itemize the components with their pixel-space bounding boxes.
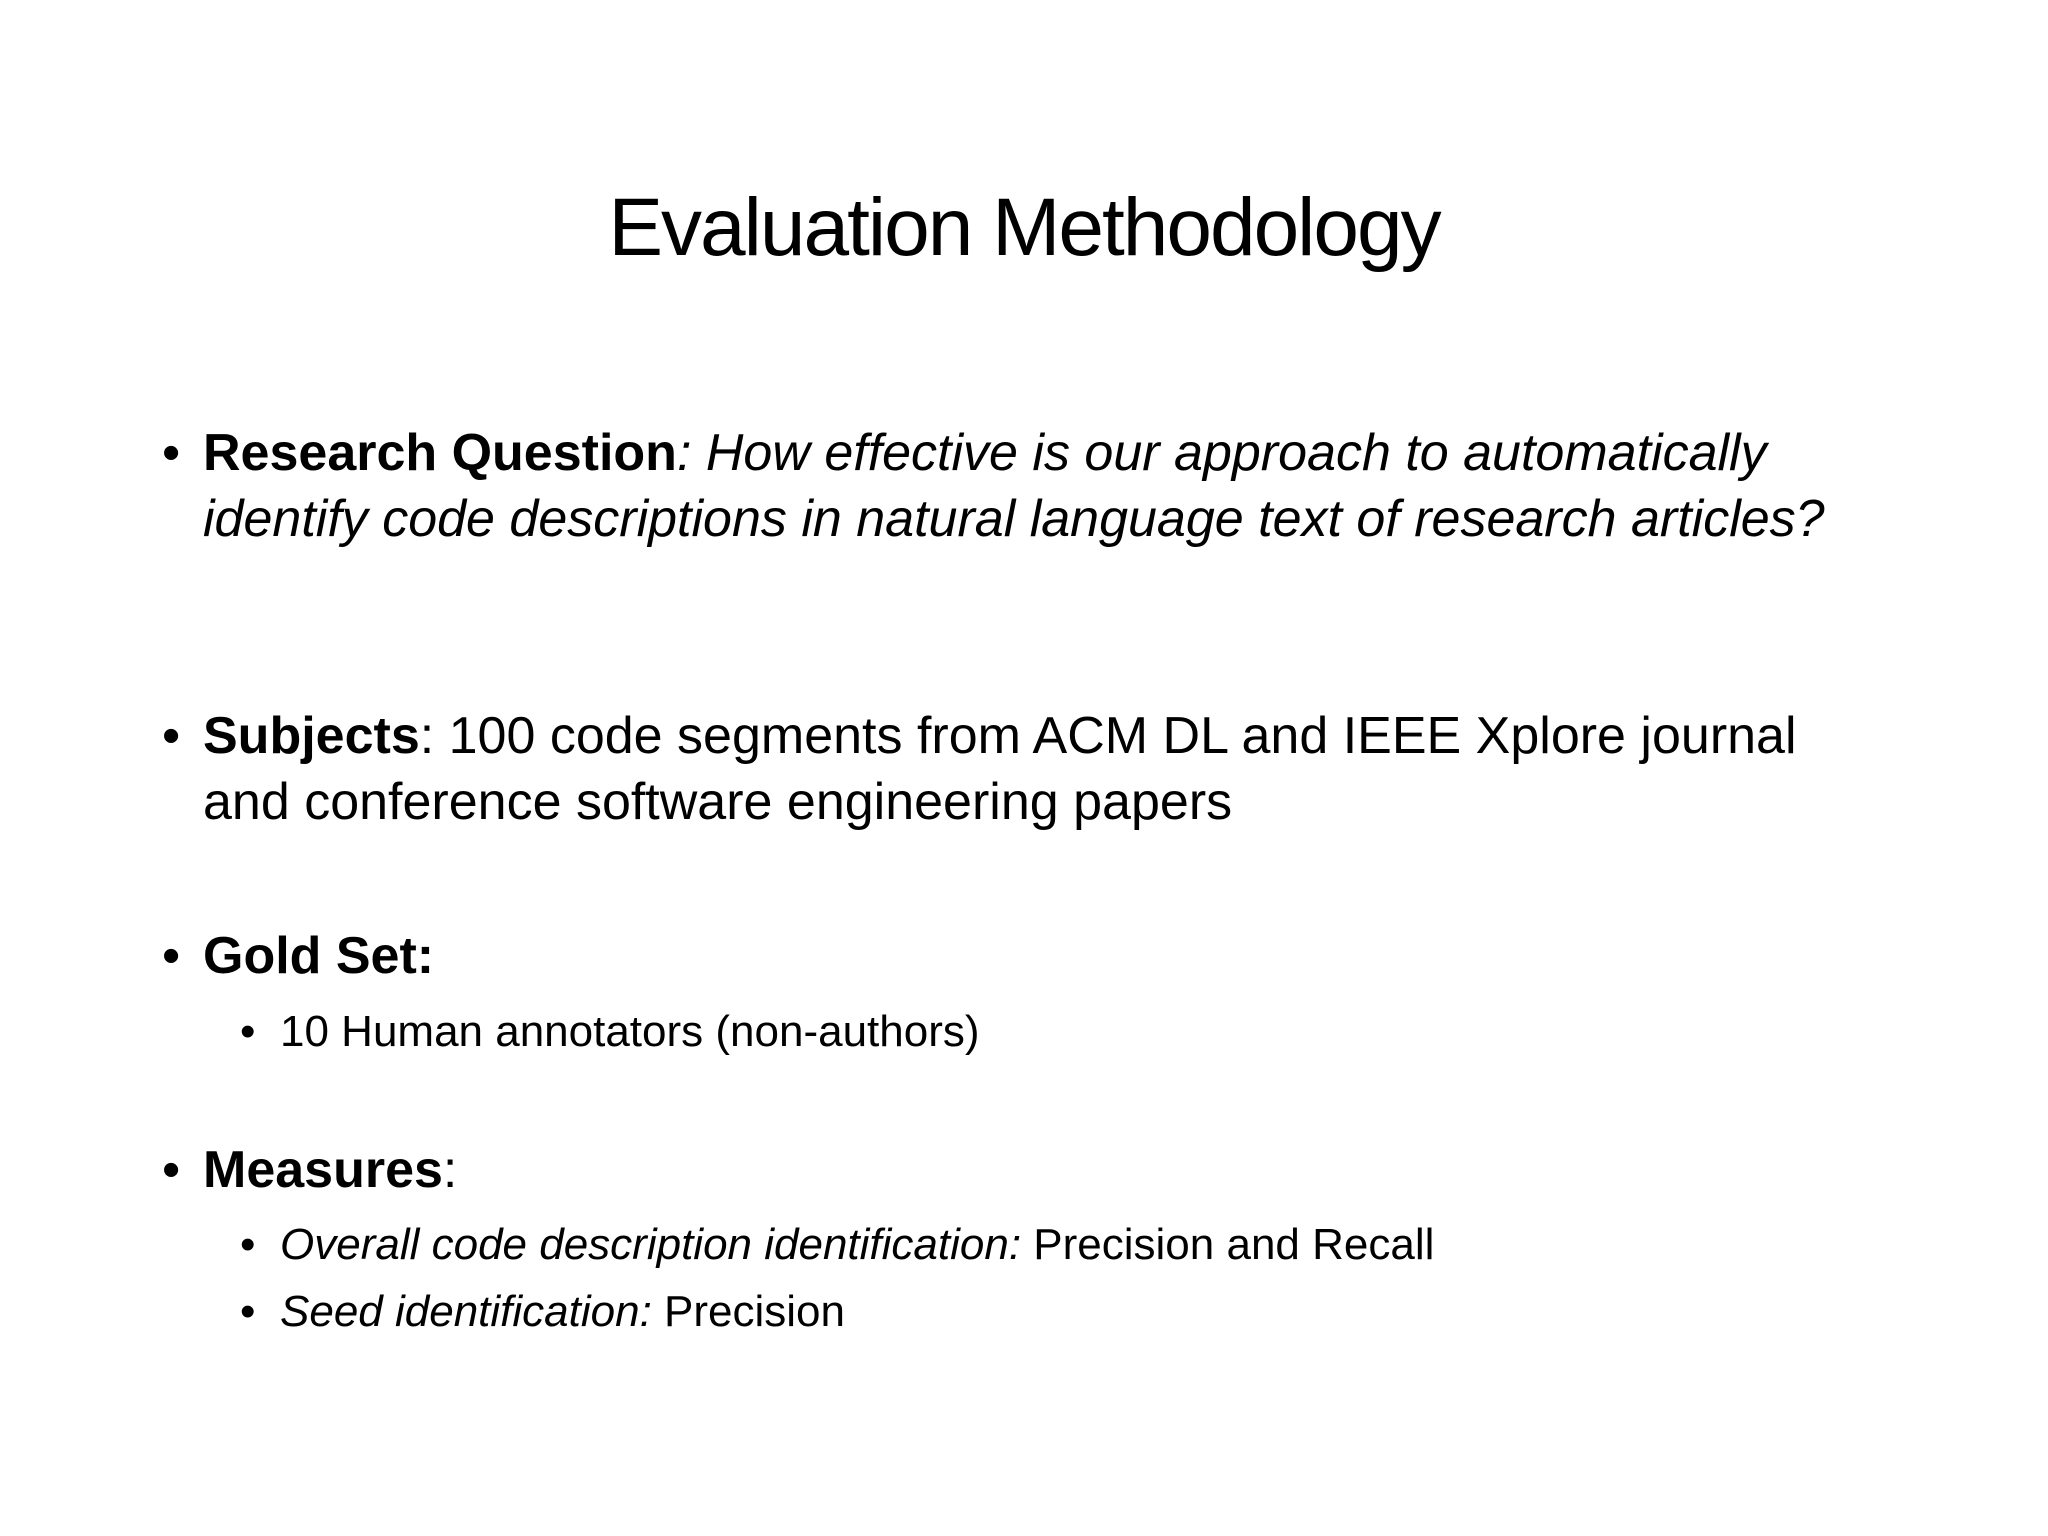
bullet-dot: • <box>162 927 181 985</box>
bullet-dot: • <box>162 1141 181 1199</box>
bullet-dot: • <box>162 424 181 482</box>
bullet-separator: : <box>676 424 692 482</box>
bullet-research-question <box>162 420 1872 552</box>
bullet-text: 100 code segments from ACM DL and IEEE Xplore journal and conference software engineering papers <box>203 707 1797 831</box>
sub-bullet-dot: • <box>240 1007 256 1056</box>
bullet-label: Gold Set: <box>203 927 435 985</box>
subitem-body <box>280 1282 1840 1342</box>
bullet-body <box>203 923 1872 989</box>
subitem-italic: Overall code description identification: <box>280 1220 1022 1269</box>
bullet-separator: : <box>419 707 435 765</box>
sub-bullet-dot: • <box>240 1220 256 1269</box>
subitem-italic: Seed identification: <box>280 1287 652 1336</box>
subitem-text: 10 Human annotators (non-authors) <box>280 1007 980 1056</box>
subitem-body <box>280 1215 1840 1275</box>
bullet-measures <box>162 1137 1872 1203</box>
bullet-separator: : <box>442 1141 458 1199</box>
bullet-gold-set <box>162 923 1872 989</box>
subitem-annotators <box>240 1002 1840 1062</box>
bullet-label: Research Question <box>203 424 677 482</box>
bullet-label: Measures <box>203 1141 443 1199</box>
sub-bullet-dot: • <box>240 1287 256 1336</box>
bullet-dot: • <box>162 707 181 765</box>
bullet-label: Subjects <box>203 707 420 765</box>
slide-title: Evaluation Methodology <box>608 182 1440 273</box>
subitem-seed-identification <box>240 1282 1840 1342</box>
bullet-body <box>203 1137 1872 1203</box>
subitem-overall-identification <box>240 1215 1840 1275</box>
bullet-body <box>203 703 1872 835</box>
subitem-text: Precision <box>651 1287 845 1336</box>
subitem-text: Precision and Recall <box>1021 1220 1435 1269</box>
bullet-body <box>203 420 1872 552</box>
bullet-text: How effective is our approach to automatically identify code descriptions in natural language text of research articles? <box>203 424 1825 548</box>
bullet-subjects <box>162 703 1872 835</box>
